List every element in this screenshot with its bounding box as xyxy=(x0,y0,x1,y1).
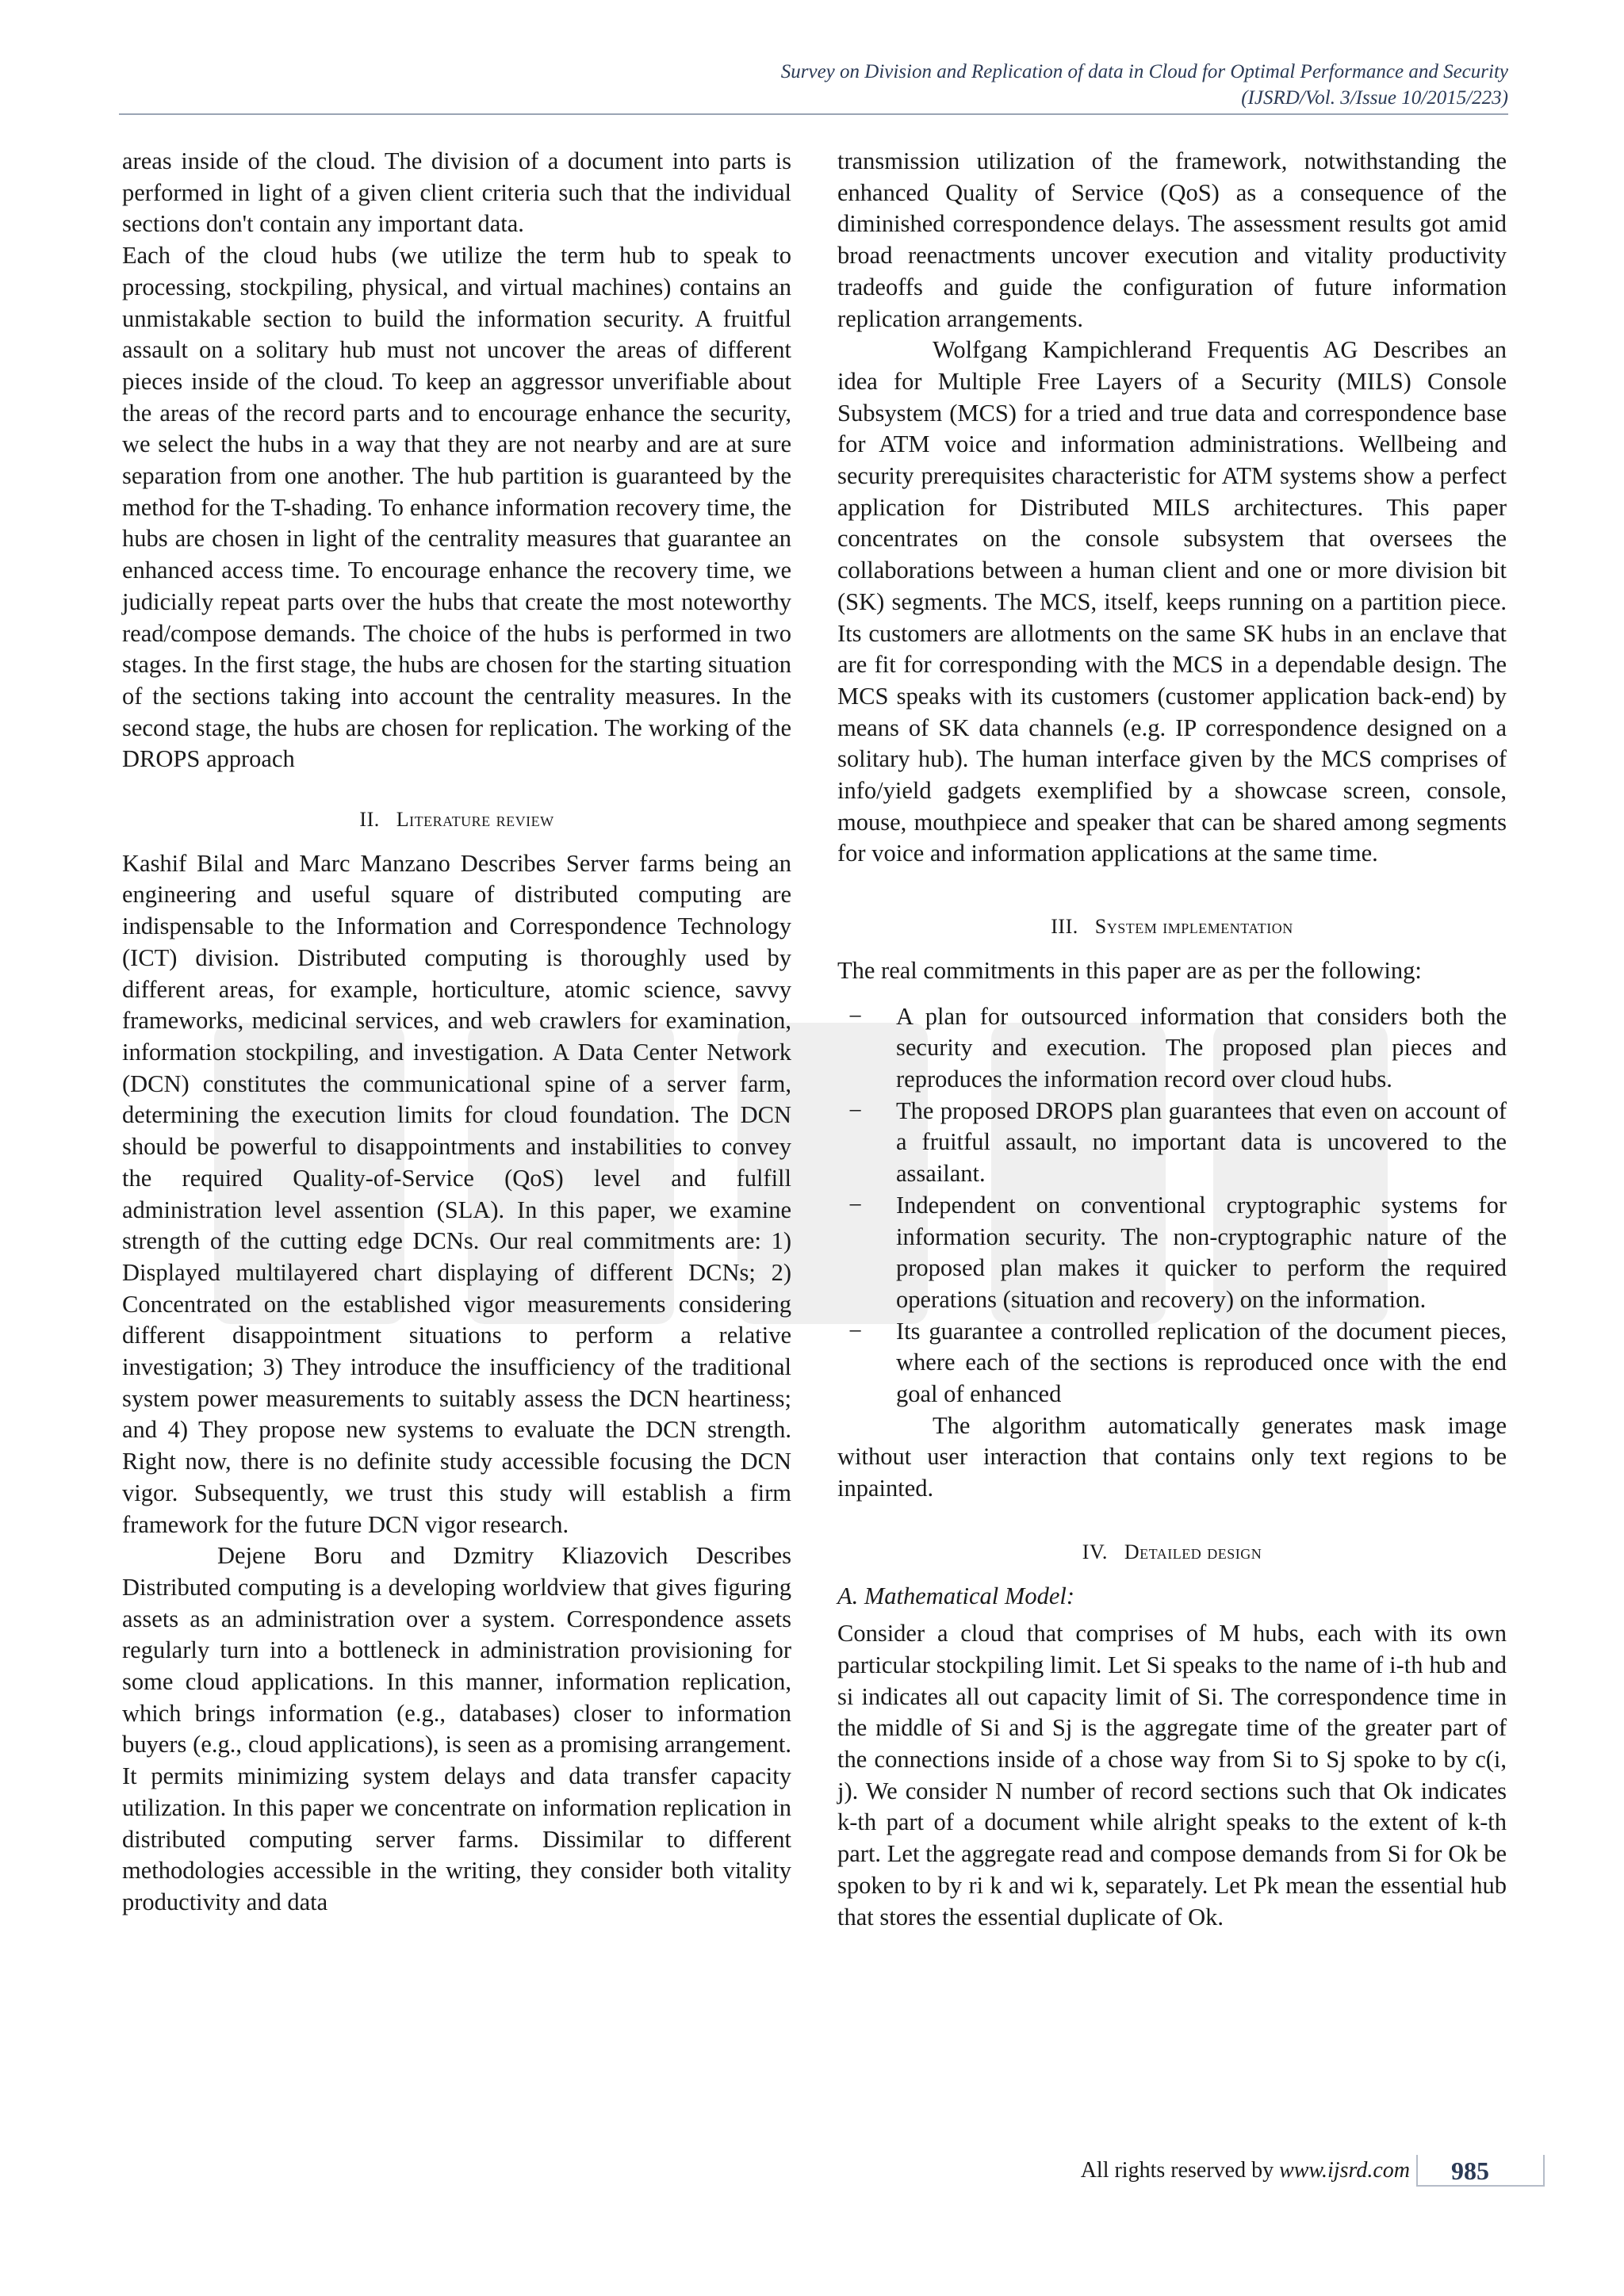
list-item-text: Its guarantee a controlled replication of the document pieces, where each of the sections is reproduced once with the end goal of enhanced xyxy=(896,1317,1507,1408)
footer-divider xyxy=(1416,2155,1418,2187)
list-item-text: Independent on conventional cryptographic systems for information security. The non-cryptographic nature of the proposed plan makes it quicker to perform the required operations (situation and recovery) on the information. xyxy=(896,1191,1507,1313)
bullet-dash: − xyxy=(848,1191,863,1219)
page-footer xyxy=(0,2149,1624,2196)
bullet-dash: − xyxy=(848,1096,863,1124)
subsection-heading: A. Mathematical Model: xyxy=(837,1582,1074,1609)
list-item xyxy=(837,1190,1507,1316)
contributions-list xyxy=(837,1001,1507,1410)
section-number: II. xyxy=(359,808,380,832)
section-number: III. xyxy=(1051,915,1078,939)
body-paragraph: Consider a cloud that comprises of M hubs, each with its own particular stockpiling limit. Let Si speaks to the name of i-th hub and si indicates all out capacity limit of Si. The correspondence time in the middle of Si and Sj is the aggregate time of the greater part of the connections inside of a chose way from Si to Sj spoke to by c(i, j). We consider N number of record sections such that Ok indicates k-th part of a document while alright speaks to the extent of k-th part. Let the aggregate read and compose demands from Si for Ok be spoken to by ri k and wi k, separately. Let Pk mean the essential hub that stores the essential duplicate of Ok. xyxy=(837,1620,1507,1931)
list-item-text: The proposed DROPS plan guarantees that even on account of a fruitful assault, no important data is uncovered to the assailant. xyxy=(896,1096,1507,1188)
copyright-notice xyxy=(1081,2158,1410,2183)
list-item xyxy=(837,1316,1507,1410)
journal-citation: (IJSRD/Vol. 3/Issue 10/2015/223) xyxy=(1241,87,1508,109)
body-paragraph: Each of the cloud hubs (we utilize the term hub to speak to processing, stockpiling, physical, and virtual machines) contains an unmistakable section to build the information security. A fruitful assault on a solitary hub must not uncover the areas of different pieces inside of the cloud. To keep an aggressor unverifiable about the areas of the record parts and to encourage enhance the security, we select the hubs in a way that they are not nearby and are at sure separation from one another. The hub partition is guaranteed by the method for the T-shading. To enhance information recovery time, the hubs are chosen in light of the centrality measures that guarantee an enhanced access time. To encourage enhance the recovery time, we judicially repeat parts over the hubs that create the most noteworthy read/compose demands. The choice of the hubs is performed in two stages. In the first stage, the hubs are chosen for the starting situation of the sections taking into account the centrality measures. In the second stage, the hubs are chosen for replication. The working of the DROPS approach xyxy=(122,242,791,773)
rights-text: All rights reserved by xyxy=(1080,2158,1274,2183)
section-heading-literature-review xyxy=(122,804,791,836)
section-title: Literature review xyxy=(396,808,554,832)
body-paragraph: Wolfgang Kampichlerand Frequentis AG Describes an idea for Multiple Free Layers of a Security (MILS) Console Subsystem (MCS) for a tried and true data and correspondence base for ATM voice and information administrations. Wellbeing and security prerequisites characteristic for ATM systems show a perfect application for Distributed MILS architectures. This paper concentrates on the console subsystem that oversees the collaborations between a human client and one or more division bit (SK) segments. The MCS, itself, keeps running on a partition piece. Its customers are allotments on the same SK hubs in an enclave that are fit for corresponding with the MCS in a dependable design. The MCS speaks with its customers (customer application back-end) by means of SK data channels (e.g. IP correspondence designed on a solitary hub). The human interface given by the MCS comprises of info/yield gadgets exemplified by a showcase screen, console, mouse, mouthpiece and speaker that can be shared among segments for voice and information applications at the same time. xyxy=(837,336,1507,867)
section-title: Detailed design xyxy=(1124,1540,1262,1563)
bullet-dash: − xyxy=(848,1317,863,1345)
body-paragraph: Kashif Bilal and Marc Manzano Describes Server farms being an engineering and useful square of distributed computing are indispensable to the Information and Correspondence Technology (ICT) division. Distributed computing is thoroughly used by different areas, for example, horticulture, atomic science, savvy frameworks, medicinal services, and web crawlers for examination, information stockpiling, and investigation. A Data Center Network (DCN) constitutes the communicational spine of a server farm, determining the execution limits for cloud foundation. The DCN should be powerful to disappointments and instabilities to convey the required Quality-of-Service (QoS) level and fulfill administration level assention (SLA). In this paper, we examine strength of the cutting edge DCNs. Our real commitments are: 1) Displayed multilayered chart displaying of different DCNs; 2) Concentrated on the established vigor measurements considering different disappointment situations to perform a relative investigation; 3) They introduce the insufficiency of the traditional system power measurements to suitably assess the DCN heartiness; and 4) They propose new systems to evaluate the DCN strength. Right now, there is no definite study accessible focusing the DCN vigor. Subsequently, we trust this study will establish a firm framework for the future DCN vigor research. xyxy=(122,849,791,1538)
header-rule xyxy=(119,113,1508,115)
list-item xyxy=(837,1096,1507,1190)
bullet-dash: − xyxy=(848,1002,863,1030)
running-header xyxy=(781,59,1508,111)
body-paragraph: Dejene Boru and Dzmitry Kliazovich Describes Distributed computing is a developing worldview that gives figuring assets as an administration over a system. Correspondence assets regularly turn into a bottleneck in administration provisioning for some cloud applications. In this manner, information replication, which brings information (e.g., databases) closer to information buyers (e.g., cloud applications), is seen as a promising arrangement. It permits minimizing system delays and data transfer capacity utilization. In this paper we concentrate on information replication in distributed computing server farms. Dissimilar to different methodologies accessible in the writing, they consider both vitality productivity and data xyxy=(122,1542,791,1915)
section-heading-system-implementation xyxy=(837,911,1507,943)
body-paragraph: areas inside of the cloud. The division of a document into parts is performed in light of a given client criteria such that the individual sections don't contain any important data. xyxy=(122,147,791,238)
list-item xyxy=(837,1001,1507,1096)
body-paragraph: transmission utilization of the framework, notwithstanding the enhanced Quality of Service (QoS) as a consequence of the diminished correspondence delays. The assessment results got amid broad reenactments uncover execution and vitality productivity tradeoffs and guide the configuration of future information replication arrangements. xyxy=(837,147,1507,332)
list-item-text: A plan for outsourced information that considers both the security and execution. The proposed plan pieces and reproduces the information record over cloud hubs. xyxy=(896,1002,1507,1093)
section-heading-detailed-design xyxy=(837,1536,1507,1568)
left-column xyxy=(122,146,791,1919)
body-paragraph: The real commitments in this paper are as per the following: xyxy=(837,956,1422,984)
website-link[interactable]: www.ijsrd.com xyxy=(1279,2158,1410,2183)
page-number: 985 xyxy=(1451,2156,1489,2185)
section-title: System implementation xyxy=(1094,915,1293,939)
journal-article-title: Survey on Division and Replication of data in Cloud for Optimal Performance and Security xyxy=(780,61,1508,82)
body-paragraph: The algorithm automatically generates mask image without user interaction that contains only text regions to be inpainted. xyxy=(837,1411,1507,1502)
footer-divider xyxy=(1543,2155,1545,2187)
section-number: IV. xyxy=(1082,1540,1108,1563)
right-column xyxy=(837,146,1507,1933)
